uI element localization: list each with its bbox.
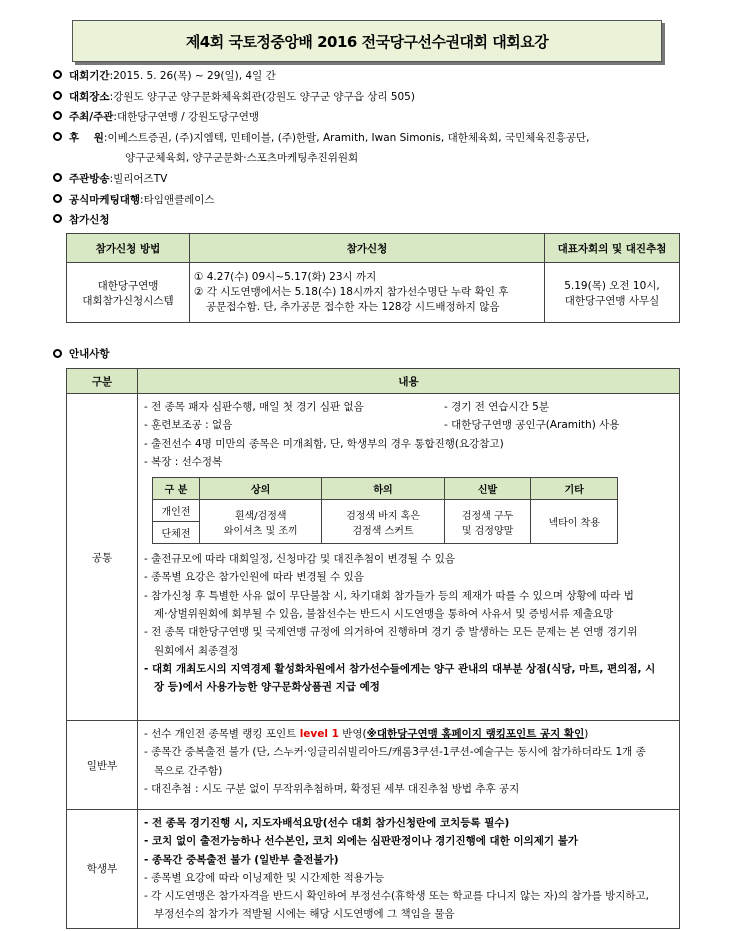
list-item: 부정선수의 참가가 적발될 시에는 해당 시도연맹에 그 책임을 물음 xyxy=(154,908,455,921)
reg-items-cell: ① 4.27(수) 09시~5.17(화) 23시 까지 ② 각 시도연맹에서는 5.18(수) 18시까지 참가선수명단 누락 확인 후 공문접수함. 단, 추가공문 접수한 자는 128강 시드배정하지 않음 xyxy=(190,263,545,323)
guide-category-student: 학생부 xyxy=(67,810,138,929)
list-item: - 훈련보조공 : 없음 - 대한당구연맹 공인구(Aramith) 사용 xyxy=(144,419,620,432)
document-title: 제4회 국토정중앙배 2016 전국당구선수권대회 대회요강 xyxy=(72,20,662,62)
guide-header-category: 구분 xyxy=(67,369,138,394)
reg-header-meeting: 대표자회의 및 대진추첨 xyxy=(545,234,680,263)
list-item: 제·상벌위원회에 회부될 수 있음, 불참선수는 반드시 시도연맹을 통하여 사유서 및 증빙서류 제출요망 xyxy=(154,608,614,621)
info-registration-heading: 참가신청 xyxy=(52,210,702,231)
list-item: - 대회 개최도시의 지역경제 활성화차원에서 참가선수들에게는 양구 관내의 대부분 상점(식당, 마트, 편의점, 시 xyxy=(144,662,656,675)
guide-header-content: 내용 xyxy=(138,369,680,394)
list-item: - 종목간 중복출전 불가 (일반부 출전불가) xyxy=(144,853,339,866)
reg-meeting-cell: 5.19(목) 오전 10시, 대한당구연맹 사무실 xyxy=(545,263,680,323)
list-item: - 종목간 중복출전 불가 (단, 스누커·잉글리쉬빌리아드/캐롬3쿠션-1쿠션-예술구는 동시에 참가하더라도 1개 종 xyxy=(144,746,646,759)
list-item: 목으로 간주함) xyxy=(154,764,223,777)
guide-content-general-division xyxy=(138,721,680,810)
info-venue: 대회장소 : 강원도 양구군 양구문화체육회관(강원도 양구군 양구읍 상리 505) xyxy=(52,87,702,108)
info-marketing: 공식마케팅대행 : 타임앤클레이스 xyxy=(52,190,702,211)
list-item: - 선수 개인전 종목별 랭킹 포인트 level 1 반영(※대한당구연맹 홈페이지 랭킹포인트 공지 확인) xyxy=(144,728,589,740)
list-item: - 전 종목 경기진행 시, 지도자배석요망(선수 대회 참가신청란에 코치등록 필수) xyxy=(144,817,510,829)
list-item: 원회에서 최종결정 xyxy=(154,644,239,657)
circle-bullet-icon xyxy=(53,214,62,223)
circle-bullet-icon xyxy=(53,70,62,79)
guide-table xyxy=(66,368,680,929)
info-sponsors-continued: 양구군체육회, 양구군문화·스포츠마케팅추진위원회 xyxy=(125,152,359,165)
circle-bullet-icon xyxy=(53,194,62,203)
guide-category-general: 공통 xyxy=(67,394,138,721)
list-item: - 복장 : 선수정복 xyxy=(144,455,223,468)
circle-bullet-icon xyxy=(53,91,62,100)
registration-table xyxy=(66,233,680,323)
reg-header-method: 참가신청 방법 xyxy=(67,234,190,263)
guide-content-student xyxy=(138,810,680,929)
info-sponsors: 후 원 : 이베스트증권, (주)지엠텍, 민테이블, (주)한랄, Aramith, Iwan Simonis, 대한체육회, 국민체육진흥공단, xyxy=(52,128,702,149)
info-host: 주최/주관 : 대한당구연맹 / 강원도당구연맹 xyxy=(52,107,702,128)
list-item: - 각 시도연맹은 참가자격을 반드시 확인하여 부정선수(휴학생 또는 학교를 다니지 않는 자)의 참가를 방지하고, xyxy=(144,890,649,903)
circle-bullet-icon xyxy=(53,349,62,358)
list-item: - 대진추첨 : 시도 구분 없이 무작위추첨하며, 확정된 세부 대진추첨 방법 추후 공지 xyxy=(144,782,520,795)
reg-method-cell: 대한당구연맹 대회참가신청시스템 xyxy=(67,263,190,323)
list-item: - 전 종목 패자 심판수행, 매일 첫 경기 심판 없음 - 경기 전 연습시간 5분 xyxy=(144,401,549,413)
list-item: - 참가신청 후 특별한 사유 없이 무단불참 시, 차기대회 참가들가 등의 제재가 따를 수 있으며 상황에 따라 법 xyxy=(144,589,634,602)
circle-bullet-icon xyxy=(53,173,62,182)
event-info xyxy=(52,66,702,231)
list-item: - 종목별 요강에 따라 이닝제한 및 시간제한 적용가능 xyxy=(144,871,385,884)
guide-heading: 안내사항 xyxy=(52,346,110,361)
list-item: 장 등)에서 사용가능한 양구문화상품권 지급 예정 xyxy=(154,681,380,694)
circle-bullet-icon xyxy=(53,132,62,141)
circle-bullet-icon xyxy=(53,111,62,120)
attire-table: 구 분 상의 하의 신발 기타 개인전 흰색/검정색 와이셔츠 및 조끼 검정색 바지 혹은 검정색 스커트 검정색 구두 및 검정양말 넥타이 착용 단체전 xyxy=(152,477,618,544)
list-item: - 출전규모에 따라 대회일정, 신청마감 및 대진추첨이 변경될 수 있음 xyxy=(144,553,456,566)
list-item: - 코치 없이 출전가능하나 선수본인, 코치 외에는 심판판정이나 경기진행에 대한 이의제기 불가 xyxy=(144,835,578,848)
info-period: 대회기간 : 2015. 5. 26(목) ~ 29(일), 4일 간 xyxy=(52,66,702,87)
guide-content-general xyxy=(138,394,680,721)
list-item: - 출전선수 4명 미만의 종목은 미개최함, 단, 학생부의 경우 통합진행(요강참고) xyxy=(144,437,504,450)
list-item: - 종목별 요강은 참가인원에 따라 변경될 수 있음 xyxy=(144,571,364,584)
reg-header-registration: 참가신청 xyxy=(190,234,545,263)
info-broadcast: 주관방송 : 빌리어즈TV xyxy=(52,169,702,190)
list-item: - 전 종목 대한당구연맹 및 국제연맹 규정에 의거하여 진행하며 경기 중 발생하는 모든 문제는 본 연맹 경기위 xyxy=(144,626,638,639)
guide-category-general-division: 일반부 xyxy=(67,721,138,810)
